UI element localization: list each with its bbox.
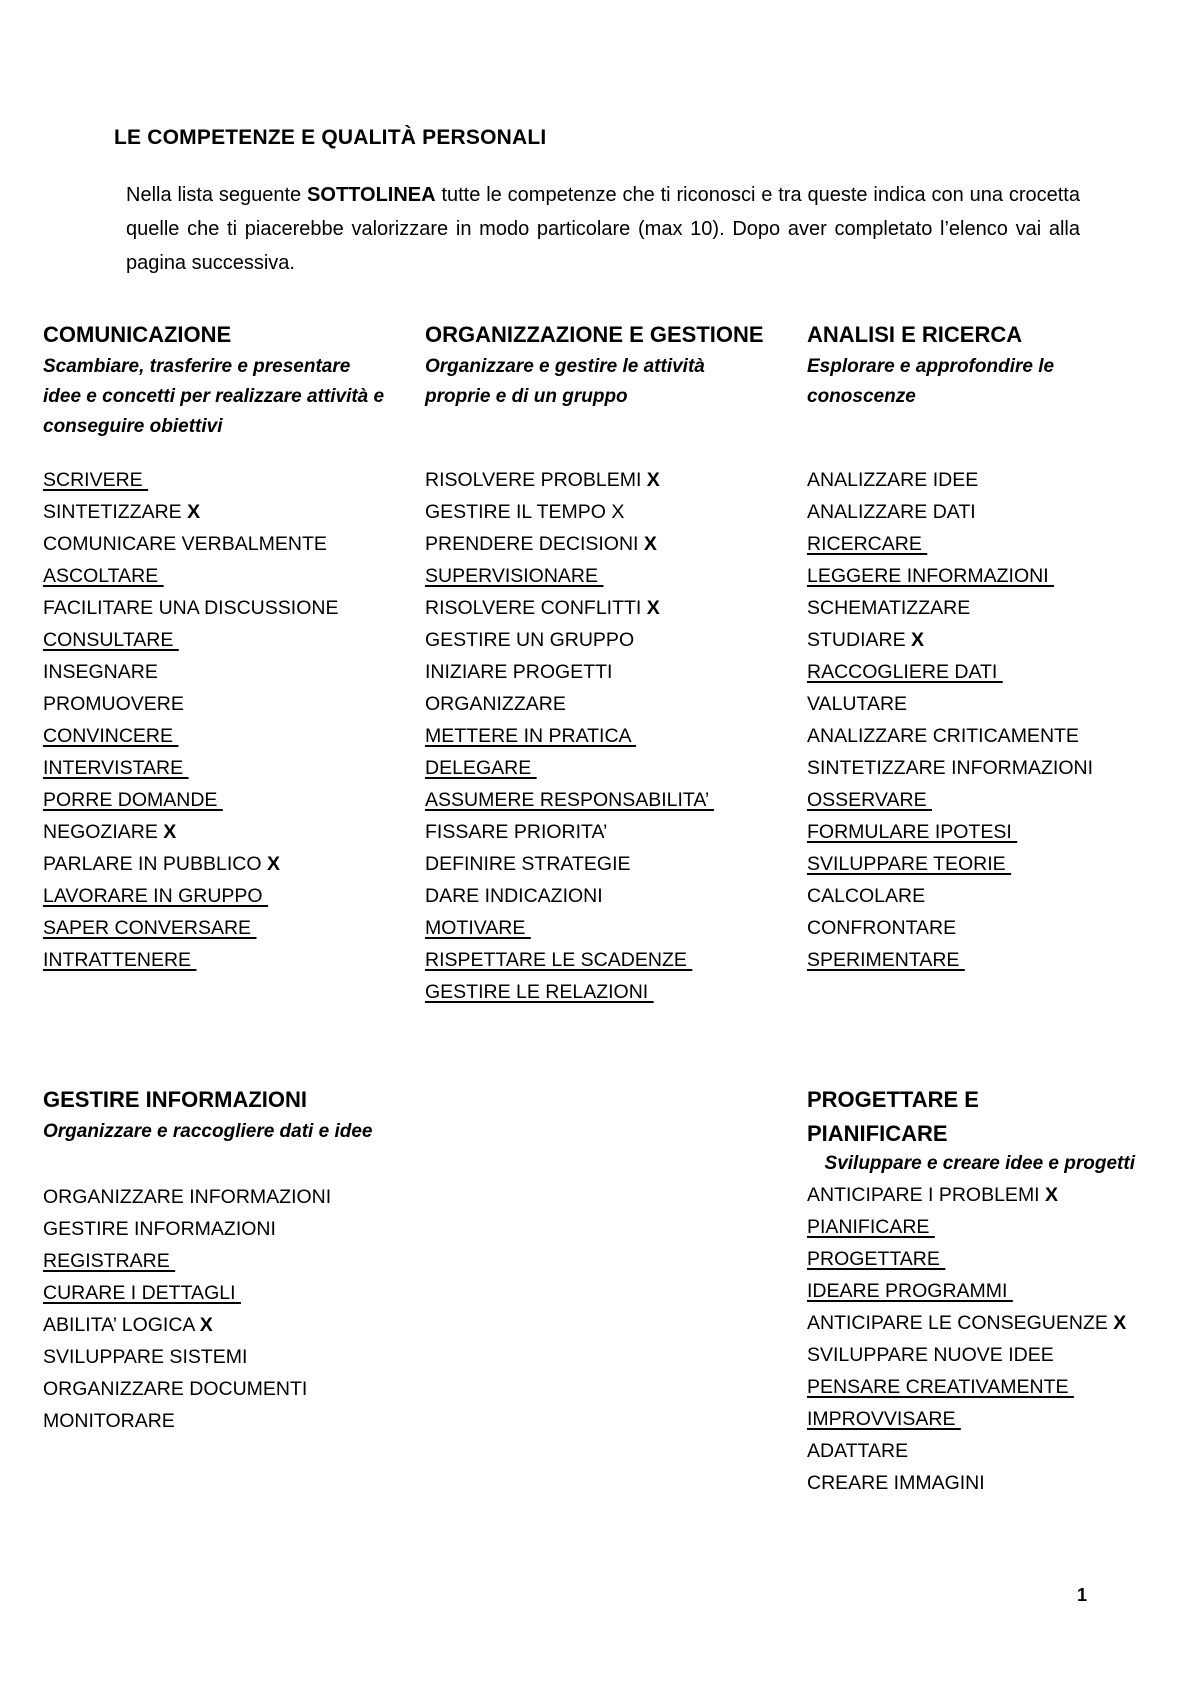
skill-label: INTRATTENERE bbox=[43, 949, 197, 971]
skill-item bbox=[43, 528, 393, 560]
skill-item bbox=[807, 1371, 1147, 1403]
skill-item bbox=[425, 592, 795, 624]
skill-label: SPERIMENTARE bbox=[807, 949, 965, 971]
skill-item bbox=[43, 656, 393, 688]
skill-list bbox=[807, 464, 1147, 976]
skill-item bbox=[43, 912, 393, 944]
skill-item bbox=[807, 784, 1147, 816]
skill-label: PENSARE CREATIVAMENTE bbox=[807, 1376, 1074, 1398]
skill-label: CALCOLARE bbox=[807, 885, 926, 907]
skill-label: CREARE IMMAGINI bbox=[807, 1472, 985, 1494]
skill-label: SVILUPPARE TEORIE bbox=[807, 853, 1012, 875]
skill-item bbox=[425, 816, 795, 848]
intro-text-1: Nella lista seguente bbox=[126, 184, 308, 206]
skill-label: PARLARE IN PUBBLICO bbox=[43, 853, 267, 875]
skill-item bbox=[807, 1211, 1147, 1243]
skill-item bbox=[425, 688, 795, 720]
skill-label: GESTIRE LE RELAZIONI bbox=[425, 981, 654, 1003]
skill-item bbox=[807, 816, 1147, 848]
skill-item bbox=[43, 592, 393, 624]
skill-item bbox=[43, 624, 393, 656]
skill-item bbox=[43, 560, 393, 592]
skill-label: FISSARE PRIORITA’ bbox=[425, 821, 608, 843]
skill-item bbox=[43, 848, 393, 880]
skill-item bbox=[43, 496, 393, 528]
skill-item bbox=[807, 752, 1147, 784]
skill-item bbox=[425, 848, 795, 880]
section-title: GESTIRE INFORMAZIONI bbox=[43, 1087, 307, 1112]
skill-label: CONFRONTARE bbox=[807, 917, 957, 939]
section-subtitle: Sviluppare e creare idee e progetti bbox=[824, 1153, 1135, 1174]
section-title: COMUNICAZIONE bbox=[43, 322, 232, 347]
skill-item bbox=[43, 1309, 393, 1341]
section-title: PROGETTARE E PIANIFICARE bbox=[807, 1087, 979, 1146]
skill-item bbox=[43, 1341, 393, 1373]
skill-label: DELEGARE bbox=[425, 757, 537, 779]
skill-item bbox=[43, 816, 393, 848]
selection-mark: X bbox=[646, 597, 660, 619]
skill-item bbox=[43, 944, 393, 976]
skill-label: INTERVISTARE bbox=[43, 757, 189, 779]
skill-label: PIANIFICARE bbox=[807, 1216, 935, 1238]
section-progettare bbox=[807, 1083, 1147, 1499]
skill-label: COMUNICARE VERBALMENTE bbox=[43, 533, 327, 555]
skill-item bbox=[425, 944, 795, 976]
intro-text-2: tutte le competenze che ti riconosci e tra queste indica con una crocetta quelle che ti piacerebbe valorizzare in modo particolare (max 10). Dopo aver completato l’elenco vai alla pagina successiva. bbox=[126, 184, 1080, 274]
page-number: 1 bbox=[1077, 1585, 1088, 1605]
skill-item bbox=[807, 1467, 1147, 1499]
skill-label: PROGETTARE bbox=[807, 1248, 946, 1270]
intro-emphasis: SOTTOLINEA bbox=[307, 184, 436, 206]
skill-label: SCHEMATIZZARE bbox=[807, 597, 971, 619]
skill-label: SINTETIZZARE bbox=[43, 501, 188, 523]
skill-item bbox=[425, 976, 795, 1008]
skill-label: IDEARE PROGRAMMI bbox=[807, 1280, 1013, 1302]
skill-label: ANALIZZARE IDEE bbox=[807, 469, 979, 491]
selection-mark: X bbox=[646, 469, 660, 491]
skill-label: MONITORARE bbox=[43, 1410, 175, 1432]
selection-mark: X bbox=[163, 821, 177, 843]
skill-label: IMPROVVISARE bbox=[807, 1408, 961, 1430]
skill-list bbox=[43, 464, 393, 976]
skill-item bbox=[425, 464, 795, 496]
skill-label: ADATTARE bbox=[807, 1440, 909, 1462]
skill-label: ANTICIPARE I PROBLEMI bbox=[807, 1184, 1046, 1206]
skill-label: ANALIZZARE DATI bbox=[807, 501, 976, 523]
section-subtitle: Organizzare e raccogliere dati e idee bbox=[43, 1121, 373, 1142]
skill-item bbox=[425, 656, 795, 688]
section-subtitle: Esplorare e approfondire le conoscenze bbox=[807, 356, 1055, 407]
skill-item bbox=[807, 656, 1147, 688]
skill-label: SAPER CONVERSARE bbox=[43, 917, 257, 939]
skill-label: RISPETTARE LE SCADENZE bbox=[425, 949, 693, 971]
skill-label: ASSUMERE RESPONSABILITA’ bbox=[425, 789, 714, 811]
skill-label: CURARE I DETTAGLI bbox=[43, 1282, 241, 1304]
skill-label: SINTETIZZARE INFORMAZIONI bbox=[807, 757, 1093, 779]
skill-item bbox=[425, 624, 795, 656]
skill-label: ANTICIPARE LE CONSEGUENZE bbox=[807, 1312, 1114, 1334]
skill-label: PRENDERE DECISIONI bbox=[425, 533, 644, 555]
skill-label: NEGOZIARE bbox=[43, 821, 164, 843]
skill-label: INSEGNARE bbox=[43, 661, 158, 683]
skill-item bbox=[425, 528, 795, 560]
skill-label: SVILUPPARE SISTEMI bbox=[43, 1346, 248, 1368]
selection-mark: X bbox=[1113, 1312, 1127, 1334]
section-gestire-informazioni bbox=[43, 1083, 393, 1437]
skill-label: RISOLVERE CONFLITTI bbox=[425, 597, 647, 619]
skill-label: OSSERVARE bbox=[807, 789, 932, 811]
skill-item bbox=[807, 880, 1147, 912]
selection-mark: X bbox=[266, 853, 280, 875]
skill-label: CONSULTARE bbox=[43, 629, 179, 651]
section-subtitle: Organizzare e gestire le attività proprie e di un gruppo bbox=[425, 356, 705, 407]
skill-label: ANALIZZARE CRITICAMENTE bbox=[807, 725, 1079, 747]
skill-label: ORGANIZZARE INFORMAZIONI bbox=[43, 1186, 332, 1208]
skill-label: ORGANIZZARE bbox=[425, 693, 566, 715]
skill-label: LAVORARE IN GRUPPO bbox=[43, 885, 269, 907]
skill-item bbox=[807, 496, 1147, 528]
skill-item bbox=[425, 560, 795, 592]
section-organizzazione bbox=[425, 318, 795, 1008]
skill-item bbox=[43, 1277, 393, 1309]
selection-mark: X bbox=[187, 501, 201, 523]
skill-item bbox=[43, 688, 393, 720]
skill-label: SVILUPPARE NUOVE IDEE bbox=[807, 1344, 1054, 1366]
section-comunicazione bbox=[43, 318, 393, 976]
skill-label: FACILITARE UNA DISCUSSIONE bbox=[43, 597, 339, 619]
skill-item bbox=[43, 784, 393, 816]
skill-list bbox=[807, 1179, 1147, 1499]
skill-label: GESTIRE UN GRUPPO bbox=[425, 629, 635, 651]
skill-label: VALUTARE bbox=[807, 693, 908, 715]
skill-item bbox=[807, 848, 1147, 880]
skill-item bbox=[807, 720, 1147, 752]
skill-label: PORRE DOMANDE bbox=[43, 789, 223, 811]
skill-item bbox=[43, 464, 393, 496]
skill-item bbox=[43, 752, 393, 784]
skill-item bbox=[807, 912, 1147, 944]
skill-label: MOTIVARE bbox=[425, 917, 531, 939]
skill-label: RICERCARE bbox=[807, 533, 928, 555]
skill-item bbox=[807, 944, 1147, 976]
skill-label: INIZIARE PROGETTI bbox=[425, 661, 613, 683]
skill-label: LEGGERE INFORMAZIONI bbox=[807, 565, 1055, 587]
skill-item bbox=[43, 1181, 393, 1213]
skill-item bbox=[43, 1245, 393, 1277]
skill-item bbox=[425, 784, 795, 816]
skill-item bbox=[43, 720, 393, 752]
section-analisi bbox=[807, 318, 1147, 976]
section-title: ORGANIZZAZIONE E GESTIONE bbox=[425, 322, 764, 347]
skill-item bbox=[807, 1339, 1147, 1371]
skill-item bbox=[425, 912, 795, 944]
skill-label: SUPERVISIONARE bbox=[425, 565, 604, 587]
skill-item bbox=[807, 592, 1147, 624]
skill-label: DARE INDICAZIONI bbox=[425, 885, 603, 907]
skill-label: ABILITA’ LOGICA bbox=[43, 1314, 200, 1336]
skill-item bbox=[807, 1243, 1147, 1275]
skill-item bbox=[807, 624, 1147, 656]
selection-mark: X bbox=[199, 1314, 213, 1336]
intro-paragraph bbox=[126, 178, 1080, 280]
selection-mark: X bbox=[911, 629, 925, 651]
skill-label: DEFINIRE STRATEGIE bbox=[425, 853, 631, 875]
skill-item bbox=[425, 496, 795, 528]
skill-item bbox=[425, 880, 795, 912]
skill-item bbox=[807, 1307, 1147, 1339]
skill-label: FORMULARE IPOTESI bbox=[807, 821, 1018, 843]
skill-item bbox=[807, 560, 1147, 592]
skill-label: SCRIVERE bbox=[43, 469, 149, 491]
skill-item bbox=[807, 528, 1147, 560]
skill-item bbox=[807, 1179, 1147, 1211]
skill-label: RISOLVERE PROBLEMI bbox=[425, 469, 647, 491]
document-title: LE COMPETENZE E QUALITÀ PERSONALI bbox=[114, 126, 547, 149]
skill-label: RACCOGLIERE DATI bbox=[807, 661, 1003, 683]
skill-item bbox=[43, 1213, 393, 1245]
skill-item bbox=[43, 880, 393, 912]
skill-label: REGISTRARE bbox=[43, 1250, 176, 1272]
skill-item bbox=[807, 1275, 1147, 1307]
selection-mark: X bbox=[643, 533, 657, 555]
skill-item bbox=[807, 464, 1147, 496]
section-title: ANALISI E RICERCA bbox=[807, 322, 1023, 347]
skill-label: GESTIRE INFORMAZIONI bbox=[43, 1218, 276, 1240]
skill-item bbox=[43, 1405, 393, 1437]
skill-label: METTERE IN PRATICA bbox=[425, 725, 636, 747]
selection-mark: X bbox=[1045, 1184, 1059, 1206]
skill-label: PROMUOVERE bbox=[43, 693, 184, 715]
skill-label: STUDIARE bbox=[807, 629, 912, 651]
skill-label: ORGANIZZARE DOCUMENTI bbox=[43, 1378, 308, 1400]
skill-label: ASCOLTARE bbox=[43, 565, 164, 587]
skill-list bbox=[425, 464, 795, 1008]
skill-label: CONVINCERE bbox=[43, 725, 179, 747]
skill-item bbox=[425, 752, 795, 784]
skill-label: GESTIRE IL TEMPO X bbox=[425, 501, 625, 523]
skill-item bbox=[807, 1403, 1147, 1435]
skill-item bbox=[425, 720, 795, 752]
section-subtitle: Scambiare, trasferire e presentare idee e concetti per realizzare attività e conseguire obiettivi bbox=[43, 356, 385, 437]
skill-item bbox=[807, 688, 1147, 720]
skill-list bbox=[43, 1181, 393, 1437]
skill-item bbox=[43, 1373, 393, 1405]
skill-item bbox=[807, 1435, 1147, 1467]
